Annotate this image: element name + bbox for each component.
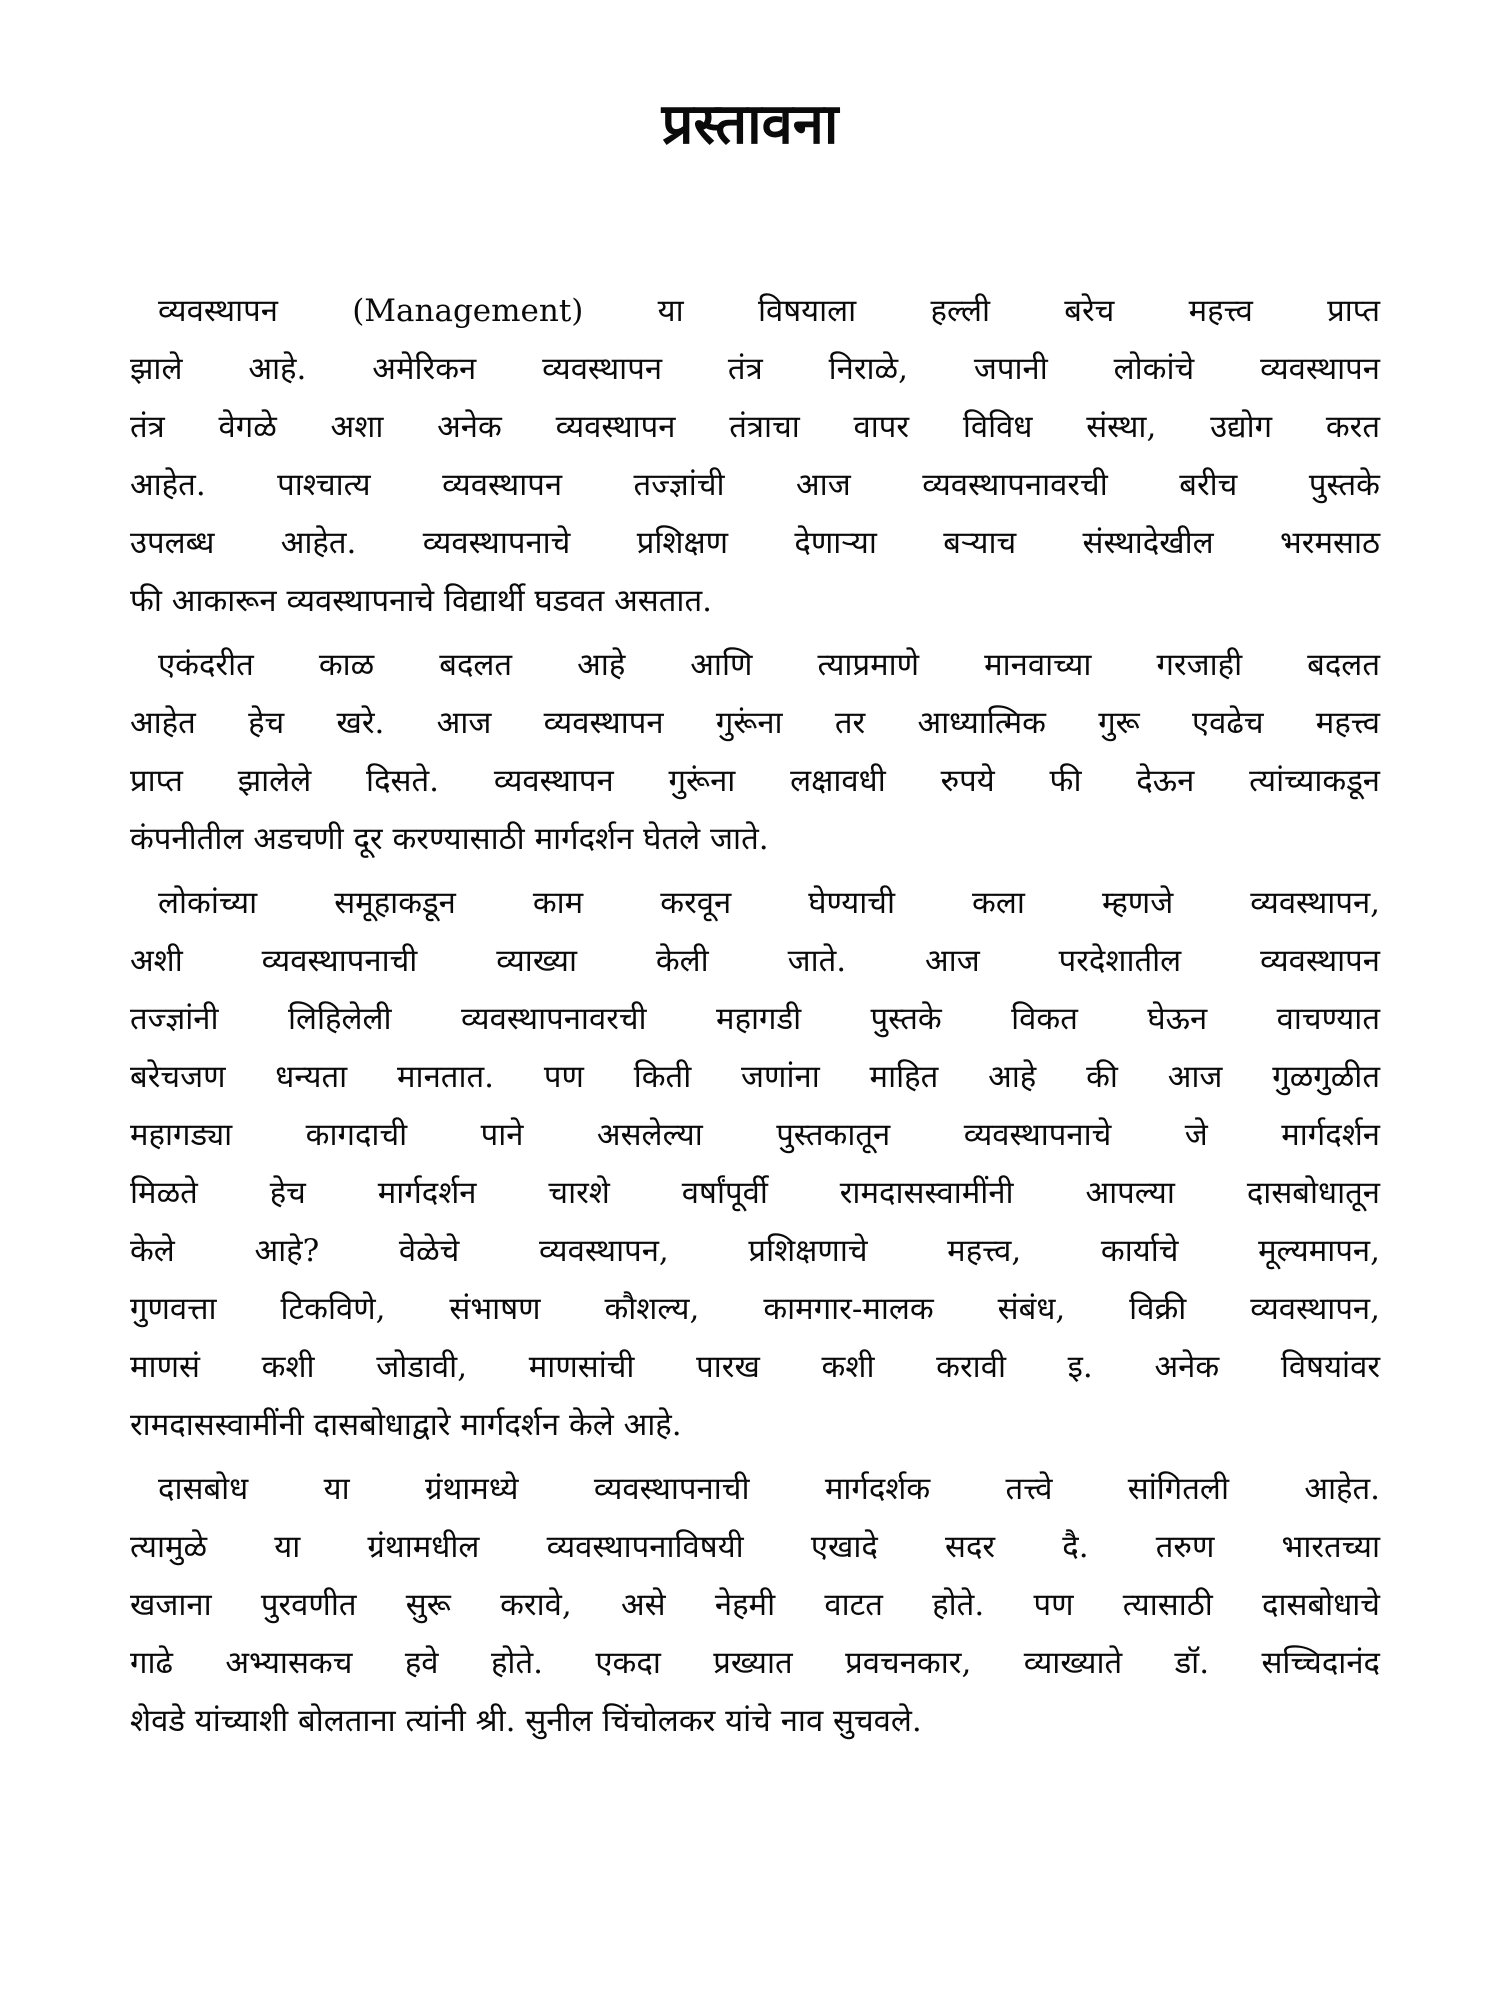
text-line: माणसं कशी जोडावी, माणसांची पारख कशी करावी इ. अनेक विषयांवर <box>130 1349 1380 1385</box>
paragraph <box>130 874 1380 1454</box>
text-line: रामदासस्वामींनी दासबोधाद्वारे मार्गदर्शन केले आहे. <box>130 1407 682 1443</box>
paragraph <box>130 282 1380 630</box>
body-text <box>130 282 1380 1750</box>
text-line: त्यामुळे या ग्रंथामधील व्यवस्थापनाविषयी एखादे सदर दै. तरुण भारतच्या <box>130 1529 1381 1565</box>
text-line: केले आहे? वेळेचे व्यवस्थापन, प्रशिक्षणाचे महत्त्व, कार्याचे मूल्यमापन, <box>130 1233 1380 1269</box>
page-title: प्रस्तावना <box>661 91 839 157</box>
text-line: आहेत. पाश्चात्य व्यवस्थापन तज्ज्ञांची आज व्यवस्थापनावरची बरीच पुस्तके <box>130 467 1380 503</box>
text-line: झाले आहे. अमेरिकन व्यवस्थापन तंत्र निराळे, जपानी लोकांचे व्यवस्थापन <box>130 351 1380 387</box>
text-line: उपलब्ध आहेत. व्यवस्थापनाचे प्रशिक्षण देणाऱ्या बऱ्याच संस्थादेखील भरमसाठ <box>130 525 1380 561</box>
text-line: शेवडे यांच्याशी बोलताना त्यांनी श्री. सुनील चिंचोलकर यांचे नाव सुचवले. <box>130 1703 922 1739</box>
text-line: कंपनीतील अडचणी दूर करण्यासाठी मार्गदर्शन घेतले जाते. <box>130 821 769 857</box>
text-line: फी आकारून व्यवस्थापनाचे विद्यार्थी घडवत असतात. <box>130 583 712 619</box>
text-line: खजाना पुरवणीत सुरू करावे, असे नेहमी वाटत होते. पण त्यासाठी दासबोधाचे <box>130 1587 1380 1623</box>
text-line: एकंदरीत काळ बदलत आहे आणि त्याप्रमाणे मानवाच्या गरजाही बदलत <box>158 647 1380 683</box>
text-line: तज्ज्ञांनी लिहिलेली व्यवस्थापनावरची महागडी पुस्तके विकत घेऊन वाचण्यात <box>130 1001 1380 1037</box>
text-line: गुणवत्ता टिकविणे, संभाषण कौशल्य, कामगार-मालक संबंध, विक्री व्यवस्थापन, <box>130 1291 1380 1327</box>
text-line: गाढे अभ्यासकच हवे होते. एकदा प्रख्यात प्रवचनकार, व्याख्याते डॉ. सच्चिदानंद <box>130 1645 1380 1681</box>
text-line: तंत्र वेगळे अशा अनेक व्यवस्थापन तंत्राचा वापर विविध संस्था, उद्योग करत <box>130 409 1380 445</box>
paragraph <box>130 1460 1380 1750</box>
paragraph <box>130 636 1380 868</box>
text-line: प्राप्त झालेले दिसते. व्यवस्थापन गुरूंना लक्षावधी रुपये फी देऊन त्यांच्याकडून <box>130 763 1380 799</box>
text-line: दासबोध या ग्रंथामध्ये व्यवस्थापनाची मार्गदर्शक तत्त्वे सांगितली आहेत. <box>158 1471 1380 1507</box>
text-line: आहेत हेच खरे. आज व्यवस्थापन गुरूंना तर आध्यात्मिक गुरू एवढेच महत्त्व <box>130 705 1380 741</box>
text-line: अशी व्यवस्थापनाची व्याख्या केली जाते. आज परदेशातील व्यवस्थापन <box>130 943 1380 979</box>
text-line: बरेचजण धन्यता मानतात. पण किती जणांना माहित आहे की आज गुळगुळीत <box>130 1059 1380 1095</box>
text-line: महागड्या कागदाची पाने असलेल्या पुस्तकातून व्यवस्थापनाचे जे मार्गदर्शन <box>130 1117 1380 1153</box>
text-line: लोकांच्या समूहाकडून काम करवून घेण्याची कला म्हणजे व्यवस्थापन, <box>158 885 1380 921</box>
text-line: मिळते हेच मार्गदर्शन चारशे वर्षांपूर्वी रामदासस्वामींनी आपल्या दासबोधातून <box>130 1175 1380 1211</box>
text-line: व्यवस्थापन (Management) या विषयाला हल्ली बरेच महत्त्व प्राप्त <box>158 293 1380 329</box>
